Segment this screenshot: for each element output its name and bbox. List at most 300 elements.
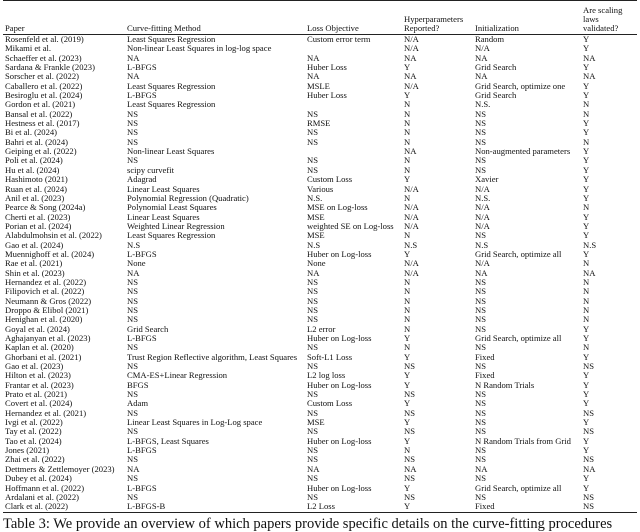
cell-loss-objective [305,100,402,109]
cell-paper: Aghajanyan et al. (2023) [5,334,91,343]
cell-initialization: Random [475,34,505,44]
cell-curve-fitting-method: NS [127,315,138,325]
table-row [3,54,637,63]
cell-curve-fitting-method: Least Squares Regression [127,34,216,44]
cell-scaling-laws-validated: Y [583,91,590,101]
cell-hyperparameters-reported: Y [404,418,411,428]
cell-loss-objective: Soft-L1 Loss [307,352,353,362]
table-row [3,315,637,324]
table-row [3,437,637,446]
cell-paper: Hashimoto (2021) [5,175,68,185]
cell-initialization: Grid Search [475,91,517,101]
cell-loss-objective: N.S [307,240,321,250]
cell-paper: Gordon et al. (2021) [5,100,76,110]
cell-loss-objective: NS [307,296,318,306]
cell-initialization: NS [475,156,486,166]
cell-paper: Prato et al. (2021) [5,390,68,400]
cell-loss-objective: NS [307,165,318,175]
table-row [3,269,637,278]
cell-hyperparameters-reported: Y [402,502,473,512]
cell-paper: Hoffmann et al. (2022) [5,483,85,493]
cell-initialization: Xavier [475,175,499,185]
cell-scaling-laws-validated: Y [583,212,590,222]
cell-curve-fitting-method: Linear Least Squares [127,184,200,194]
cell-curve-fitting-method: Grid Search [127,324,169,334]
cell-paper: Goyal et al. (2024) [5,324,70,334]
table-row [3,156,637,165]
cell-curve-fitting-method: NS [127,296,138,306]
cell-paper: Hestness et al. (2017) [5,119,80,129]
cell-scaling-laws-validated: N [583,343,590,353]
table-row [3,231,637,240]
cell-paper: Hu et al. (2024) [5,165,60,175]
cell-curve-fitting-method: NA [127,464,140,474]
cell-scaling-laws-validated: Y [583,147,590,157]
cell-scaling-laws-validated: N.S [583,240,597,250]
cell-initialization: NS [475,343,486,353]
cell-loss-objective: NS [307,455,318,465]
cell-loss-objective: L2 Loss [305,502,402,512]
cell-loss-objective: NS [307,277,318,287]
cell-paper: Dubey et al. (2024) [5,474,72,484]
cell-curve-fitting-method: NS [127,156,138,166]
table-row [3,474,637,483]
cell-hyperparameters-reported: N/A [404,259,419,269]
cell-loss-objective: NS [307,287,318,297]
cell-scaling-laws-validated: Y [583,231,590,241]
cell-scaling-laws-validated: Y [583,34,590,44]
cell-loss-objective: NS [307,408,318,418]
cell-paper: Bi et al. (2024) [5,128,58,138]
cell-curve-fitting-method: NS [127,305,138,315]
cell-scaling-laws-validated: Y [583,399,590,409]
table-row [3,455,637,464]
cell-hyperparameters-reported: Y [404,249,411,259]
cell-hyperparameters-reported: N [404,324,411,334]
cell-loss-objective: MSE [307,231,325,241]
cell-scaling-laws-validated: NS [583,492,594,502]
cell-paper: Gao et al. (2023) [5,362,64,372]
cell-hyperparameters-reported: NS [404,492,415,502]
cell-loss-objective: Custom error term [307,34,371,44]
cell-paper: Cherti et al. (2023) [5,212,71,222]
table-row [3,203,637,212]
cell-curve-fitting-method: NA [127,53,140,63]
cell-initialization: N/A [475,259,490,269]
cell-paper: Rae et al. (2021) [5,259,63,269]
cell-initialization: NS [475,418,486,428]
header-paper: Paper [3,1,125,35]
cell-loss-objective: weighted SE on Log-loss [307,221,394,231]
table-row [3,72,637,81]
cell-hyperparameters-reported: N [404,305,411,315]
table-row [3,119,637,128]
cell-loss-objective: NS [307,128,318,138]
header-loss-objective: Loss Objective [305,1,402,35]
cell-paper: Sorscher et al. (2022) [5,72,79,82]
cell-curve-fitting-method: scipy curvefit [127,165,175,175]
table-row [3,100,637,109]
cell-paper: Clark et al. (2022) [3,502,125,512]
cell-scaling-laws-validated: NA [583,464,596,474]
cell-hyperparameters-reported: N [404,137,411,147]
cell-hyperparameters-reported: N [404,315,411,325]
cell-curve-fitting-method: Weighted Linear Regression [127,221,225,231]
cell-hyperparameters-reported: N [404,128,411,138]
cell-curve-fitting-method: L-BFGS [127,249,157,259]
cell-paper: Sardana & Frankle (2023) [5,63,95,73]
cell-paper: Rosenfeld et al. (2019) [5,34,84,44]
cell-hyperparameters-reported: NA [404,53,417,63]
cell-hyperparameters-reported: Y [404,175,411,185]
cell-loss-objective: NS [307,390,318,400]
cell-loss-objective: Various [307,184,334,194]
table-row [3,175,637,184]
table-row [3,381,637,390]
cell-curve-fitting-method: NA [127,72,140,82]
cell-scaling-laws-validated: N [583,305,590,315]
table-container [3,0,637,513]
cell-initialization: NS [475,109,486,119]
cell-loss-objective: Huber Loss [307,63,347,73]
cell-hyperparameters-reported: N [404,343,411,353]
cell-loss-objective: NS [307,109,318,119]
cell-paper: Bansal et al. (2022) [5,109,73,119]
cell-initialization: NA [475,268,488,278]
cell-curve-fitting-method: BFGS [127,380,149,390]
cell-hyperparameters-reported: N/A [404,44,419,54]
cell-paper: Dettmers & Zettlemoyer (2023) [5,464,115,474]
cell-curve-fitting-method: Trust Region Reflective algorithm, Least Squares [127,352,298,362]
cell-loss-objective: NS [307,343,318,353]
cell-curve-fitting-method: NS [127,427,138,437]
cell-scaling-laws-validated: N [583,259,590,269]
cell-scaling-laws-validated: NA [583,72,596,82]
cell-paper: Covert et al. (2024) [5,399,73,409]
header-initialization: Initialization [473,1,581,35]
table-row [3,278,637,287]
table-row [3,502,637,512]
table-row [3,110,637,119]
cell-initialization: NS [475,137,486,147]
cell-hyperparameters-reported: N [404,156,411,166]
cell-scaling-laws-validated: N [583,137,590,147]
cell-initialization: NS [475,446,486,456]
cell-scaling-laws-validated: Y [583,390,590,400]
cell-scaling-laws-validated: NA [583,53,596,63]
cell-loss-objective: MSE [307,212,325,222]
table-row [3,446,637,455]
cell-scaling-laws-validated: Y [583,165,590,175]
cell-initialization: NS [475,315,486,325]
cell-curve-fitting-method: L-BFGS [127,334,157,343]
header-hyperparameters-reported: Hyperparameters Reported? [402,1,473,35]
cell-curve-fitting-method: L-BFGS, Least Squares [127,436,209,446]
cell-scaling-laws-validated: Y [583,483,590,493]
table-row [3,194,637,203]
cell-paper: Schaeffer et al. (2023) [5,53,82,63]
cell-loss-objective: NA [307,53,320,63]
cell-curve-fitting-method: Least Squares Regression [127,81,216,91]
cell-loss-objective: N.S. [307,193,323,203]
cell-initialization: Fixed [475,371,495,381]
cell-curve-fitting-method: NS [127,128,138,138]
cell-paper: Zhai et al. (2022) [5,455,65,465]
cell-curve-fitting-method: Non-linear Least Squares in log-log space [127,44,272,54]
cell-paper: Porian et al. (2024) [5,221,72,231]
table-row [3,222,637,231]
cell-paper: Jones (2021) [5,446,50,456]
cell-curve-fitting-method: CMA-ES+Linear Regression [127,371,228,381]
cell-paper: Neumann & Gros (2022) [5,296,92,306]
cell-hyperparameters-reported: Y [404,483,411,493]
cell-scaling-laws-validated: Y [583,249,590,259]
cell-initialization: N/A [475,44,490,54]
cell-initialization: N/A [475,212,490,222]
cell-curve-fitting-method: NS [127,455,138,465]
cell-initialization: N/A [475,184,490,194]
cell-loss-objective [305,44,402,53]
cell-initialization: Grid Search, optimize one [475,81,566,91]
cell-scaling-laws-validated: Y [583,352,590,362]
cell-paper: Bahri et al. (2024) [5,137,69,147]
cell-hyperparameters-reported: N [404,446,411,456]
cell-initialization: Grid Search, optimize all [475,483,562,493]
cell-scaling-laws-validated: N [583,109,590,119]
cell-hyperparameters-reported: N [404,287,411,297]
table-body [3,35,637,513]
table-row [3,128,637,137]
table-row [3,325,637,334]
cell-loss-objective: NS [307,362,318,372]
table-row [3,353,637,362]
cell-initialization: Non-augmented parameters [475,147,571,157]
cell-loss-objective: None [307,259,326,269]
cell-curve-fitting-method: L-BFGS [127,91,157,101]
cell-paper: Henighan et al. (2020) [5,315,83,325]
table-row [3,213,637,222]
cell-scaling-laws-validated: NS [583,427,594,437]
cell-loss-objective: Custom Loss [307,175,353,185]
cell-paper: Frantar et al. (2023) [5,380,74,390]
cell-curve-fitting-method: NS [127,109,138,119]
cell-paper: Poli et al. (2024) [5,156,63,166]
cell-hyperparameters-reported: N/A [404,34,419,44]
cell-paper: Ivgi et al. (2022) [5,418,63,428]
cell-hyperparameters-reported: NS [404,362,415,372]
cell-hyperparameters-reported: Y [404,63,411,73]
cell-curve-fitting-method: Polynomial Least Squares [127,203,217,213]
table-row [3,35,637,45]
cell-curve-fitting-method: None [127,259,146,269]
table-row [3,306,637,315]
cell-loss-objective: L2 log loss [307,371,346,381]
cell-hyperparameters-reported: N [404,119,411,129]
cell-paper: Geiping et al. (2022) [5,147,77,157]
cell-loss-objective: Huber on Log-loss [307,249,372,259]
cell-loss-objective: NS [307,446,318,456]
cell-paper: Gao et al. (2024) [5,240,64,250]
table-row [3,138,637,147]
cell-initialization: NS [475,324,486,334]
cell-paper: Kaplan et al. (2020) [5,343,74,353]
cell-initialization: N.S [475,240,489,250]
cell-initialization: N.S. [475,100,491,110]
cell-curve-fitting-method: Least Squares Regression [127,100,216,110]
cell-hyperparameters-reported: N [404,193,411,203]
cell-loss-objective: RMSE [307,119,331,129]
cell-hyperparameters-reported: N [404,231,411,241]
cell-hyperparameters-reported: Y [404,399,411,409]
cell-paper: Filipovich et al. (2022) [5,287,85,297]
table-row [3,343,637,352]
cell-scaling-laws-validated: N [583,100,590,110]
cell-curve-fitting-method: NS [127,362,138,372]
cell-curve-fitting-method: Least Squares Regression [127,231,216,241]
cell-loss-objective: Huber on Log-loss [307,380,372,390]
cell-hyperparameters-reported: N [404,277,411,287]
cell-initialization: N Random Trials [475,380,535,390]
cell-curve-fitting-method: NS [127,287,138,297]
cell-scaling-laws-validated: Y [583,156,590,166]
cell-loss-objective: MSE [307,418,325,428]
table-row [3,493,637,502]
cell-loss-objective: NS [307,492,318,502]
cell-scaling-laws-validated: N [583,203,590,213]
cell-loss-objective: Huber on Log-loss [307,334,372,343]
cell-hyperparameters-reported: NS [404,427,415,437]
cell-paper: Anil et al. (2023) [5,193,65,203]
cell-curve-fitting-method: NS [127,119,138,129]
cell-scaling-laws-validated: Y [583,324,590,334]
cell-paper: Mikami et al. [5,44,52,54]
cell-curve-fitting-method: NS [127,408,138,418]
cell-curve-fitting-method: NS [127,277,138,287]
cell-paper: Caballero et al. (2022) [5,81,83,91]
table-row [3,91,637,100]
cell-curve-fitting-method: Adam [127,399,149,409]
cell-curve-fitting-method: NS [127,343,138,353]
cell-loss-objective: NS [307,305,318,315]
cell-initialization: Grid Search [475,63,517,73]
cell-initialization: N/A [475,203,490,213]
table-row [3,427,637,436]
cell-loss-objective: Huber Loss [307,91,347,101]
cell-curve-fitting-method: L-BFGS [127,63,157,73]
cell-curve-fitting-method: NS [127,390,138,400]
cell-paper: Besiroglu et al. (2024) [5,91,83,101]
cell-scaling-laws-validated: Y [583,371,590,381]
cell-paper: Shin et al. (2023) [5,268,65,278]
table-row [3,185,637,194]
cell-hyperparameters-reported: N [404,109,411,119]
cell-loss-objective: Huber on Log-loss [307,436,372,446]
cell-curve-fitting-method: Linear Least Squares [127,212,200,222]
cell-initialization: NS [475,305,486,315]
cell-hyperparameters-reported: N/A [404,212,419,222]
cell-initialization: NS [475,277,486,287]
cell-paper: Hernandez et al. (2022) [5,277,87,287]
cell-scaling-laws-validated: Y [583,184,590,194]
cell-scaling-laws-validated: Y [583,175,590,185]
cell-hyperparameters-reported: NA [404,72,417,82]
cell-paper: Droppo & Elibol (2021) [5,305,89,315]
cell-initialization: NS [475,408,486,418]
table-row [3,241,637,250]
table-caption: Table 3: We provide an overview of which papers provide specific details on the curve-fitting procedures [3,516,613,532]
cell-scaling-laws-validated: NA [583,268,596,278]
cell-initialization: NS [475,165,486,175]
cell-paper: Tao et al. (2024) [5,436,62,446]
cell-scaling-laws-validated: Y [583,193,590,203]
cell-curve-fitting-method: NS [127,492,138,502]
cell-paper: Ardalani et al. (2022) [5,492,79,502]
cell-hyperparameters-reported: N/A [404,184,419,194]
cell-scaling-laws-validated: Y [583,44,590,54]
table-row [3,147,637,156]
cell-loss-objective: NS [307,156,318,166]
cell-scaling-laws-validated: Y [583,81,590,91]
cell-curve-fitting-method: L-BFGS [127,446,157,456]
cell-loss-objective: MSLE [307,81,330,91]
cell-hyperparameters-reported: Y [404,380,411,390]
cell-hyperparameters-reported: NA [404,147,417,157]
cell-initialization: NS [475,390,486,400]
cell-curve-fitting-method: NS [127,137,138,147]
cell-hyperparameters-reported: N/A [404,221,419,231]
cell-loss-objective: NA [307,268,320,278]
scaling-laws-table [3,0,637,513]
cell-paper: Hernandez et al. (2021) [5,408,87,418]
cell-initialization: NA [475,464,488,474]
cell-initialization: NS [475,427,486,437]
cell-scaling-laws-validated: NS [583,362,594,372]
cell-initialization: NS [475,492,486,502]
cell-initialization: NS [475,362,486,372]
table-row [3,250,637,259]
cell-loss-objective [305,147,402,156]
cell-curve-fitting-method: NS [127,474,138,484]
cell-initialization: NA [475,72,488,82]
table-row [3,484,637,493]
table-row [3,259,637,268]
cell-curve-fitting-method: L-BFGS-B [125,502,305,512]
table-row [3,465,637,474]
cell-initialization: NS [475,287,486,297]
cell-scaling-laws-validated: Y [583,119,590,129]
header-scaling-laws-validated: Are scaling laws validated? [581,1,637,35]
table-row [3,166,637,175]
cell-loss-objective: Custom Loss [307,399,353,409]
cell-curve-fitting-method: N.S [127,240,141,250]
cell-paper: Ghorbani et al. (2021) [5,352,82,362]
table-row [3,334,637,343]
table-row [3,362,637,371]
cell-paper: Ruan et al. (2024) [5,184,68,194]
cell-hyperparameters-reported: N [404,296,411,306]
cell-paper: Muennighoff et al. (2024) [5,249,95,259]
cell-loss-objective: L2 error [307,324,336,334]
cell-scaling-laws-validated: Y [583,63,590,73]
cell-scaling-laws-validated: N [583,277,590,287]
cell-initialization: N/A [475,221,490,231]
table-row [3,418,637,427]
table-row [3,44,637,53]
cell-hyperparameters-reported: NS [404,408,415,418]
table-row [3,390,637,399]
cell-scaling-laws-validated: Y [583,128,590,138]
cell-loss-objective: NS [307,474,318,484]
